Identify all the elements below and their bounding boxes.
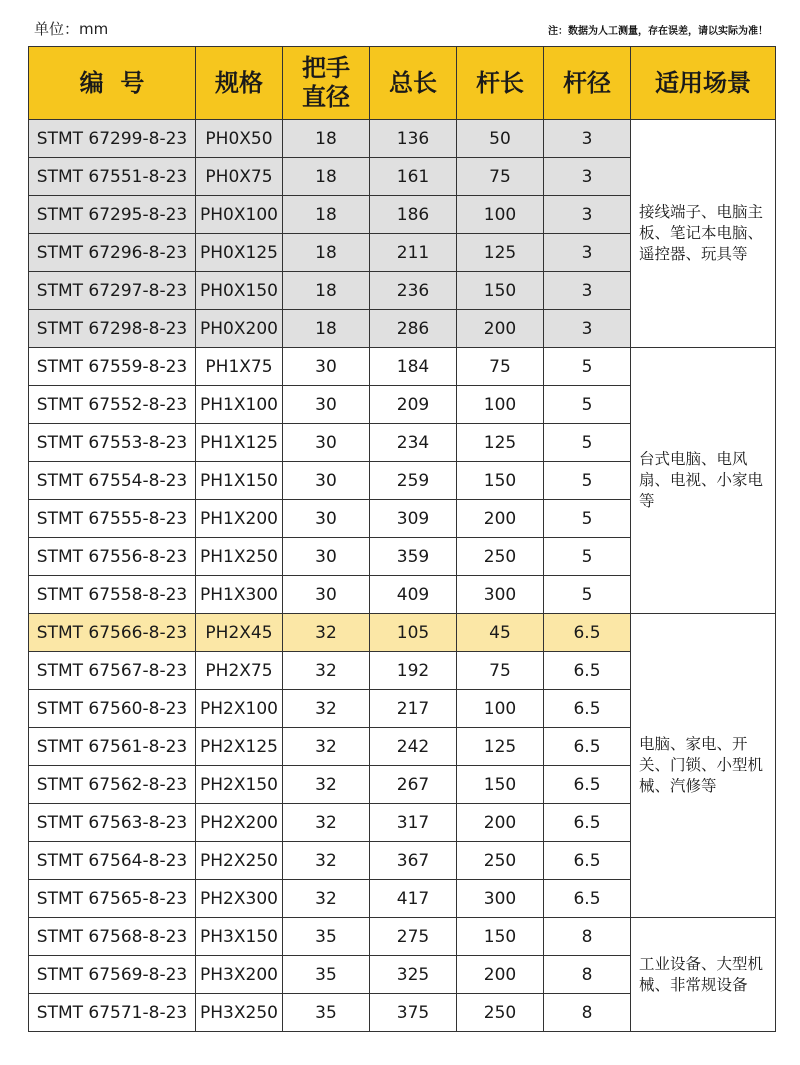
cell-code: STMT 67552-8-23	[29, 386, 196, 424]
header-shaft-length: 杆长	[457, 47, 544, 120]
cell-total-length: 186	[370, 196, 457, 234]
cell-shaft-diameter: 5	[544, 424, 631, 462]
cell-code: STMT 67554-8-23	[29, 462, 196, 500]
unit-label: 单位：mm	[34, 20, 109, 38]
cell-code: STMT 67558-8-23	[29, 576, 196, 614]
cell-handle-diameter: 18	[283, 234, 370, 272]
cell-handle-diameter: 35	[283, 956, 370, 994]
cell-shaft-length: 300	[457, 880, 544, 918]
cell-scene: 电脑、家电、开关、门锁、小型机械、汽修等	[631, 614, 776, 918]
cell-shaft-length: 45	[457, 614, 544, 652]
cell-code: STMT 67562-8-23	[29, 766, 196, 804]
cell-shaft-diameter: 6.5	[544, 690, 631, 728]
cell-spec: PH2X45	[196, 614, 283, 652]
cell-shaft-diameter: 8	[544, 994, 631, 1032]
cell-shaft-length: 200	[457, 500, 544, 538]
cell-spec: PH2X200	[196, 804, 283, 842]
measurement-note: 注：数据为人工测量，存在误差，请以实际为准！	[548, 26, 768, 37]
cell-spec: PH1X100	[196, 386, 283, 424]
cell-spec: PH1X150	[196, 462, 283, 500]
cell-code: STMT 67556-8-23	[29, 538, 196, 576]
cell-handle-diameter: 32	[283, 766, 370, 804]
cell-shaft-length: 75	[457, 158, 544, 196]
cell-code: STMT 67297-8-23	[29, 272, 196, 310]
cell-shaft-diameter: 5	[544, 576, 631, 614]
cell-total-length: 375	[370, 994, 457, 1032]
cell-total-length: 267	[370, 766, 457, 804]
cell-shaft-diameter: 5	[544, 348, 631, 386]
cell-handle-diameter: 30	[283, 462, 370, 500]
cell-spec: PH3X150	[196, 918, 283, 956]
cell-total-length: 217	[370, 690, 457, 728]
cell-handle-diameter: 18	[283, 196, 370, 234]
header-row	[29, 47, 776, 120]
cell-spec: PH1X200	[196, 500, 283, 538]
cell-spec: PH0X150	[196, 272, 283, 310]
cell-spec: PH3X250	[196, 994, 283, 1032]
cell-total-length: 242	[370, 728, 457, 766]
cell-handle-diameter: 32	[283, 728, 370, 766]
cell-shaft-length: 50	[457, 120, 544, 158]
cell-code: STMT 67565-8-23	[29, 880, 196, 918]
cell-code: STMT 67568-8-23	[29, 918, 196, 956]
cell-total-length: 211	[370, 234, 457, 272]
cell-shaft-length: 300	[457, 576, 544, 614]
cell-spec: PH1X125	[196, 424, 283, 462]
cell-spec: PH3X200	[196, 956, 283, 994]
cell-handle-diameter: 18	[283, 158, 370, 196]
cell-handle-diameter: 30	[283, 348, 370, 386]
spec-table	[28, 46, 776, 1032]
cell-shaft-diameter: 8	[544, 956, 631, 994]
cell-shaft-diameter: 5	[544, 462, 631, 500]
cell-total-length: 275	[370, 918, 457, 956]
cell-total-length: 317	[370, 804, 457, 842]
cell-spec: PH0X50	[196, 120, 283, 158]
cell-shaft-length: 250	[457, 842, 544, 880]
cell-total-length: 359	[370, 538, 457, 576]
cell-code: STMT 67566-8-23	[29, 614, 196, 652]
cell-shaft-length: 100	[457, 196, 544, 234]
cell-shaft-length: 125	[457, 728, 544, 766]
header-scene: 适用场景	[631, 47, 776, 120]
cell-total-length: 161	[370, 158, 457, 196]
cell-total-length: 236	[370, 272, 457, 310]
cell-code: STMT 67560-8-23	[29, 690, 196, 728]
cell-shaft-length: 125	[457, 424, 544, 462]
cell-code: STMT 67561-8-23	[29, 728, 196, 766]
cell-shaft-length: 150	[457, 766, 544, 804]
cell-spec: PH2X300	[196, 880, 283, 918]
cell-shaft-diameter: 5	[544, 500, 631, 538]
cell-shaft-diameter: 6.5	[544, 652, 631, 690]
cell-shaft-length: 250	[457, 538, 544, 576]
cell-shaft-length: 100	[457, 690, 544, 728]
cell-shaft-diameter: 5	[544, 538, 631, 576]
cell-spec: PH2X75	[196, 652, 283, 690]
cell-handle-diameter: 30	[283, 538, 370, 576]
cell-shaft-length: 100	[457, 386, 544, 424]
cell-code: STMT 67299-8-23	[29, 120, 196, 158]
cell-handle-diameter: 32	[283, 804, 370, 842]
cell-code: STMT 67551-8-23	[29, 158, 196, 196]
cell-code: STMT 67296-8-23	[29, 234, 196, 272]
cell-shaft-diameter: 3	[544, 196, 631, 234]
cell-shaft-length: 200	[457, 310, 544, 348]
cell-spec: PH2X250	[196, 842, 283, 880]
cell-shaft-length: 125	[457, 234, 544, 272]
cell-handle-diameter: 30	[283, 576, 370, 614]
cell-spec: PH1X75	[196, 348, 283, 386]
table-row	[29, 348, 776, 386]
cell-total-length: 105	[370, 614, 457, 652]
cell-shaft-diameter: 6.5	[544, 842, 631, 880]
cell-code: STMT 67559-8-23	[29, 348, 196, 386]
cell-total-length: 409	[370, 576, 457, 614]
cell-handle-diameter: 32	[283, 842, 370, 880]
cell-shaft-length: 150	[457, 918, 544, 956]
cell-total-length: 234	[370, 424, 457, 462]
cell-shaft-diameter: 6.5	[544, 614, 631, 652]
cell-shaft-length: 75	[457, 348, 544, 386]
cell-handle-diameter: 35	[283, 994, 370, 1032]
cell-scene: 接线端子、电脑主板、笔记本电脑、遥控器、玩具等	[631, 120, 776, 348]
cell-code: STMT 67563-8-23	[29, 804, 196, 842]
header-spec: 规格	[196, 47, 283, 120]
cell-code: STMT 67569-8-23	[29, 956, 196, 994]
cell-handle-diameter: 30	[283, 424, 370, 462]
cell-code: STMT 67553-8-23	[29, 424, 196, 462]
cell-shaft-length: 150	[457, 462, 544, 500]
table-body	[29, 120, 776, 1032]
header-shaft-diameter: 杆径	[544, 47, 631, 120]
table-row	[29, 120, 776, 158]
cell-spec: PH0X200	[196, 310, 283, 348]
cell-handle-diameter: 30	[283, 500, 370, 538]
cell-handle-diameter: 30	[283, 386, 370, 424]
cell-spec: PH2X150	[196, 766, 283, 804]
cell-scene: 台式电脑、电风扇、电视、小家电等	[631, 348, 776, 614]
table-row	[29, 614, 776, 652]
cell-spec: PH0X75	[196, 158, 283, 196]
cell-handle-diameter: 32	[283, 880, 370, 918]
cell-total-length: 367	[370, 842, 457, 880]
cell-handle-diameter: 35	[283, 918, 370, 956]
cell-shaft-diameter: 3	[544, 158, 631, 196]
cell-shaft-diameter: 3	[544, 120, 631, 158]
cell-code: STMT 67295-8-23	[29, 196, 196, 234]
cell-shaft-diameter: 3	[544, 310, 631, 348]
cell-shaft-diameter: 3	[544, 272, 631, 310]
header-total-length: 总长	[370, 47, 457, 120]
header-code: 编 号	[29, 47, 196, 120]
cell-handle-diameter: 32	[283, 652, 370, 690]
cell-code: STMT 67571-8-23	[29, 994, 196, 1032]
cell-total-length: 209	[370, 386, 457, 424]
cell-shaft-diameter: 5	[544, 386, 631, 424]
cell-total-length: 136	[370, 120, 457, 158]
cell-shaft-diameter: 8	[544, 918, 631, 956]
cell-total-length: 184	[370, 348, 457, 386]
cell-code: STMT 67564-8-23	[29, 842, 196, 880]
cell-total-length: 309	[370, 500, 457, 538]
cell-handle-diameter: 18	[283, 310, 370, 348]
cell-code: STMT 67555-8-23	[29, 500, 196, 538]
cell-shaft-length: 250	[457, 994, 544, 1032]
cell-total-length: 259	[370, 462, 457, 500]
cell-spec: PH1X250	[196, 538, 283, 576]
cell-code: STMT 67567-8-23	[29, 652, 196, 690]
cell-code: STMT 67298-8-23	[29, 310, 196, 348]
cell-shaft-diameter: 6.5	[544, 728, 631, 766]
cell-spec: PH1X300	[196, 576, 283, 614]
cell-shaft-diameter: 6.5	[544, 804, 631, 842]
table-row	[29, 918, 776, 956]
cell-spec: PH2X125	[196, 728, 283, 766]
cell-total-length: 286	[370, 310, 457, 348]
cell-total-length: 325	[370, 956, 457, 994]
cell-shaft-length: 150	[457, 272, 544, 310]
cell-spec: PH0X100	[196, 196, 283, 234]
cell-handle-diameter: 32	[283, 690, 370, 728]
cell-shaft-diameter: 6.5	[544, 880, 631, 918]
cell-handle-diameter: 32	[283, 614, 370, 652]
cell-shaft-diameter: 6.5	[544, 766, 631, 804]
cell-shaft-length: 75	[457, 652, 544, 690]
cell-total-length: 192	[370, 652, 457, 690]
cell-handle-diameter: 18	[283, 272, 370, 310]
cell-shaft-length: 200	[457, 956, 544, 994]
cell-total-length: 417	[370, 880, 457, 918]
cell-spec: PH0X125	[196, 234, 283, 272]
header-handle-diameter: 把手直径	[283, 47, 370, 120]
cell-spec: PH2X100	[196, 690, 283, 728]
cell-shaft-diameter: 3	[544, 234, 631, 272]
cell-handle-diameter: 18	[283, 120, 370, 158]
cell-scene: 工业设备、大型机械、非常规设备	[631, 918, 776, 1032]
cell-shaft-length: 200	[457, 804, 544, 842]
